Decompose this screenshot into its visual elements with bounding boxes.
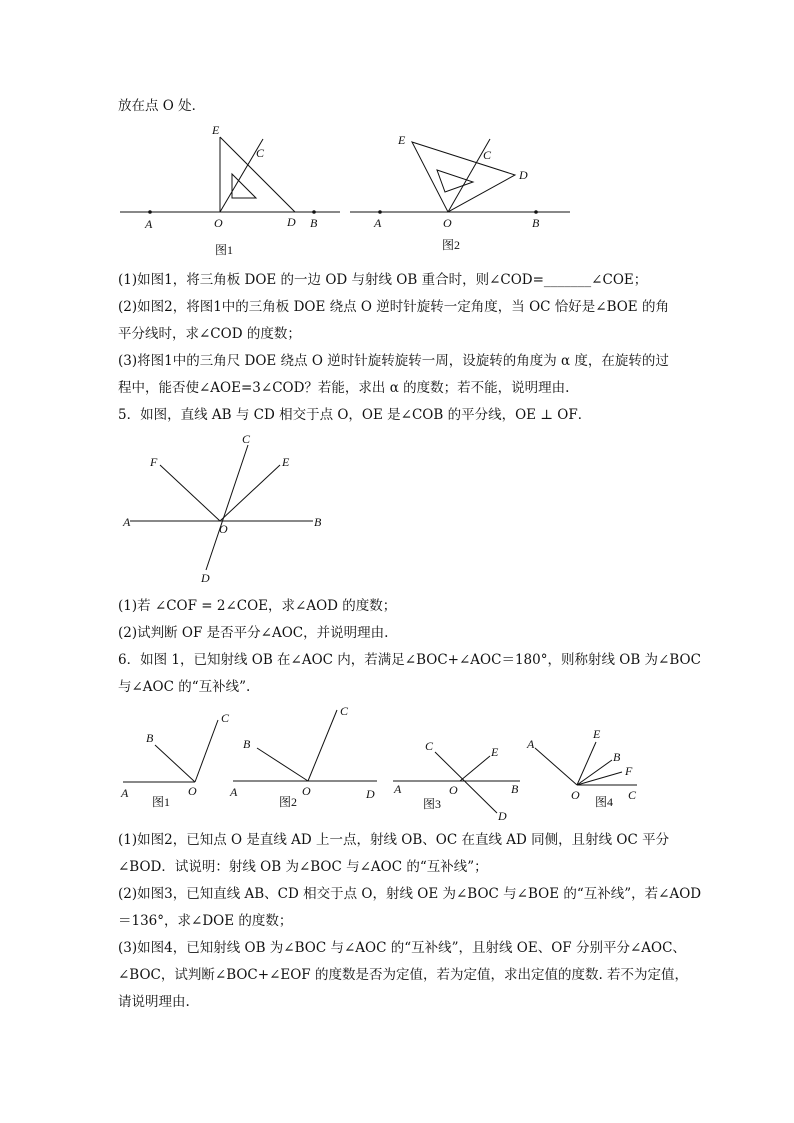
figure-q5 bbox=[118, 430, 338, 590]
q5-label-o: O bbox=[219, 522, 228, 536]
fig1-label-o: O bbox=[214, 216, 223, 230]
figure-2 bbox=[345, 122, 575, 262]
q6-part2-line1: (2)如图3，已知直线 AB、CD 相交于点 O，射线 OE 为∠BOC 与∠BOE 的“互补线”，若∠AOD bbox=[118, 886, 702, 902]
q6-fig3-ray-oe bbox=[460, 756, 490, 781]
q6-fig4-ray-of bbox=[577, 772, 622, 785]
q6-fig2-ray-ob bbox=[257, 748, 308, 781]
fig2-caption: 图2 bbox=[442, 238, 461, 252]
q6-fig2-label-b: B bbox=[243, 737, 251, 751]
fig2-label-o: O bbox=[443, 216, 452, 230]
q6-fig3-label-a: A bbox=[394, 782, 402, 796]
fig1-label-e: E bbox=[212, 123, 220, 137]
fig2-label-c: C bbox=[483, 148, 492, 162]
fig2-label-b: B bbox=[532, 216, 540, 230]
q6-part3-line3: 请说明理由. bbox=[118, 994, 190, 1010]
q5-line-cd bbox=[206, 445, 248, 570]
fig1-label-d: D bbox=[287, 215, 296, 229]
q5-label-f: F bbox=[150, 455, 158, 469]
q6-fig2-caption: 图2 bbox=[279, 795, 298, 809]
q6-fig3-caption: 图3 bbox=[423, 797, 442, 811]
q4-part2-line1: (2)如图2，将图1中的三角板 DOE 绕点 O 逆时针旋转一定角度，当 OC 恰好是∠BOE 的角 bbox=[118, 299, 669, 315]
fig2-point-b bbox=[534, 210, 538, 214]
q6-part2-line2: ＝136°，求∠DOE 的度数； bbox=[118, 913, 293, 929]
q6-part3-line1: (3)如图4，已知射线 OB 为∠BOC 与∠AOC 的“互补线”，且射线 OE、OF 分别平分∠AOC、 bbox=[118, 940, 686, 956]
q6-fig4-label-o: O bbox=[571, 788, 580, 802]
fig2-triangle-doe bbox=[412, 142, 515, 212]
q4-part2-line2: 平分线时，求∠COD 的度数； bbox=[118, 326, 301, 342]
q6-fig3-label-o: O bbox=[449, 783, 458, 797]
q6-fig2-label-c: C bbox=[340, 704, 349, 718]
q6-fig1-ray-ob bbox=[155, 745, 195, 782]
q4-part3-line1: (3)将图1中的三角尺 DOE 绕点 O 逆时针旋转旋转一周，设旋转的角度为 α 度，在旋转的过 bbox=[118, 353, 669, 369]
q4-part3-line2: 程中，能否使∠AOE=3∠COD？若能，求出 α 的度数；若不能，说明理由. bbox=[118, 380, 570, 396]
q6-fig3-label-c: C bbox=[425, 739, 434, 753]
q6-fig4-label-a: A bbox=[527, 737, 535, 751]
q6-fig4-caption: 图4 bbox=[595, 795, 614, 809]
q6-fig3-label-e: E bbox=[491, 745, 499, 759]
fig2-label-a: A bbox=[374, 216, 382, 230]
q6-fig4-label-e: E bbox=[593, 727, 601, 741]
q5-label-e: E bbox=[282, 455, 290, 469]
q6-fig1-label-b: B bbox=[146, 731, 154, 745]
q6-fig2-ray-oc bbox=[308, 710, 337, 781]
q6-fig3-label-d: D bbox=[498, 809, 507, 823]
fig2-label-e: E bbox=[398, 133, 406, 147]
q5-label-a: A bbox=[123, 515, 131, 529]
q4-part1: (1)如图1，将三角板 DOE 的一边 OD 与射线 OB 重合时，则∠COD=_______∠COE； bbox=[118, 272, 648, 288]
q6-fig3-line-cd bbox=[435, 752, 497, 813]
q6-fig4-label-b: B bbox=[613, 750, 621, 764]
q6-fig4-ray-oa bbox=[535, 748, 577, 785]
fig1-label-a: A bbox=[145, 217, 153, 231]
fig1-caption: 图1 bbox=[215, 243, 234, 257]
q5-part2: (2)试判断 OF 是否平分∠AOC，并说明理由. bbox=[118, 625, 389, 641]
q5-label-d: D bbox=[201, 571, 210, 585]
fig1-label-b: B bbox=[310, 216, 318, 230]
q6-part1-line2: ∠BOD．试说明：射线 OB 为∠BOC 与∠AOC 的“互补线”； bbox=[118, 859, 488, 875]
q6-fig2-label-d: D bbox=[366, 787, 375, 801]
intro-line: 放在点 O 处． bbox=[118, 98, 206, 114]
q5-stem: 5．如图，直线 AB 与 CD 相交于点 O，OE 是∠COB 的平分线，OE ⊥ OF． bbox=[118, 407, 592, 423]
fig1-point-a bbox=[148, 210, 152, 214]
q5-ray-oe bbox=[220, 465, 280, 521]
q6-fig1-ray-oc bbox=[195, 720, 218, 782]
fig2-inner-triangle bbox=[437, 170, 473, 192]
fig1-label-c: C bbox=[256, 146, 265, 160]
q6-part1-line1: (1)如图2，已知点 O 是直线 AD 上一点，射线 OB、OC 在直线 AD 同侧，且射线 OC 平分 bbox=[118, 832, 670, 848]
q5-label-b: B bbox=[314, 515, 322, 529]
q5-part1: (1)若 ∠COF = 2∠COE，求∠AOD 的度数； bbox=[118, 598, 397, 614]
q6-fig2-label-a: A bbox=[230, 785, 238, 799]
q6-fig1-label-a: A bbox=[121, 786, 129, 800]
q6-fig3-label-b: B bbox=[511, 782, 519, 796]
fig2-label-d: D bbox=[519, 168, 528, 182]
q6-fig4-label-f: F bbox=[625, 764, 633, 778]
q6-stem-line1: 6．如图 1，已知射线 OB 在∠AOC 内，若满足∠BOC+∠AOC＝180°，则称射线 OB 为∠BOC bbox=[118, 652, 701, 668]
figure-1 bbox=[115, 122, 345, 262]
fig2-point-a bbox=[378, 210, 382, 214]
q6-fig4-label-c: C bbox=[628, 788, 637, 802]
q6-fig1-label-c: C bbox=[221, 711, 230, 725]
q6-fig2-label-o: O bbox=[302, 784, 311, 798]
q5-ray-of bbox=[160, 465, 220, 521]
q6-fig1-caption: 图1 bbox=[152, 795, 171, 809]
q6-fig1-label-o: O bbox=[188, 784, 197, 798]
q5-label-c: C bbox=[242, 432, 251, 446]
q6-stem-line2: 与∠AOC 的“互补线”. bbox=[118, 679, 251, 695]
figure-q6 bbox=[115, 700, 675, 825]
q6-part3-line2: ∠BOC，试判断∠BOC+∠EOF 的度数是否为定值，若为定值，求出定值的度数. 若不为定值， bbox=[118, 967, 689, 983]
fig1-point-b bbox=[312, 210, 316, 214]
